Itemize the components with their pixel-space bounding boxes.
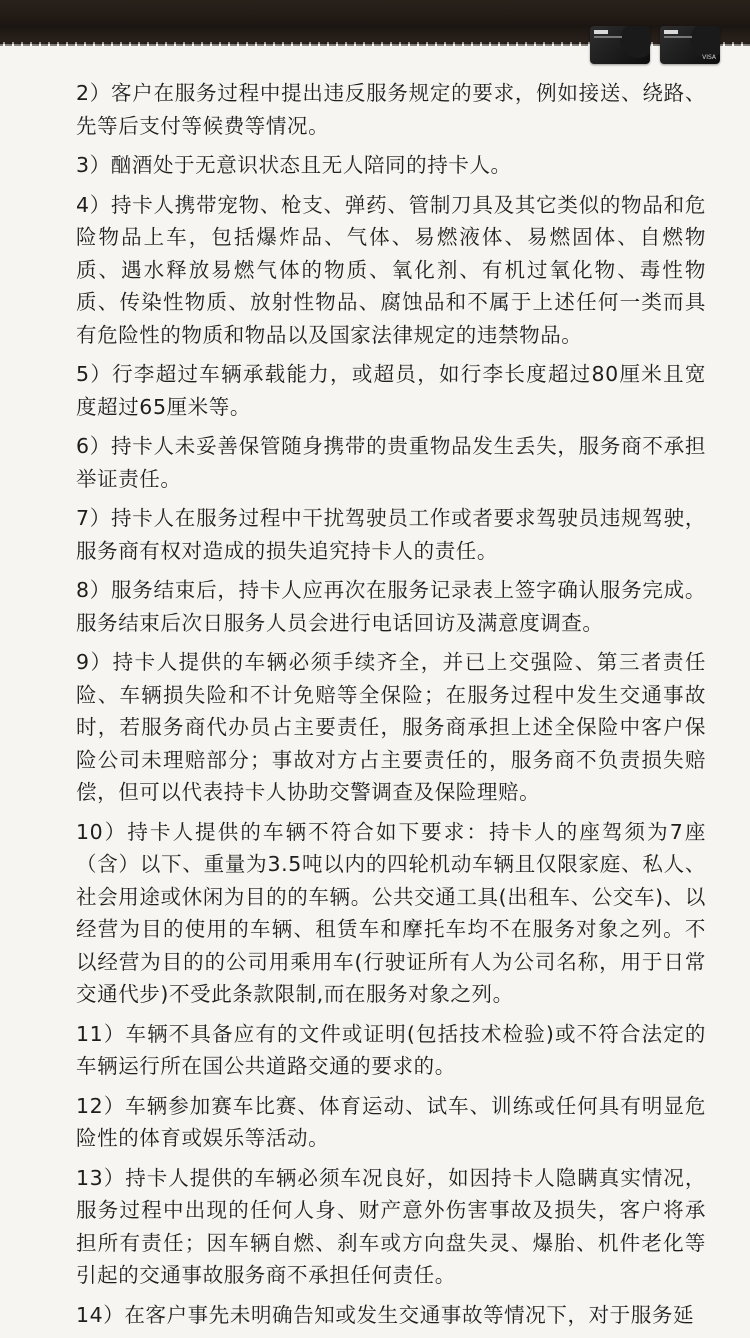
terms-item-12: 12）车辆参加赛车比赛、体育运动、试车、训练或任何具有明显危险性的体育或娱乐等活动。 [76, 1093, 706, 1150]
terms-item-13: 13）持卡人提供的车辆必须车况良好，如因持卡人隐瞒真实情况，服务过程中出现的任何人身、财产意外伤害事故及损失，客户将承担所有责任；因车辆自燃、刹车或方向盘失灵、爆胎、机件老化等引起的交通事故服务商不承担任何责任。 [76, 1165, 706, 1287]
terms-item-10: 10）持卡人提供的车辆不符合如下要求：持卡人的座驾须为7座（含）以下、重量为3.5吨以内的四轮机动车辆且仅限家庭、私人、社会用途或休闲为目的的车辆。公共交通工具(出租车、公交车)、以经营为目的使用的车辆、租赁车和摩托车均不在服务对象之列。不以经营为目的的公司用乘用车(行驶证所有人为公司名称，用于日常交通代步)不受此条款限制,而在服务对象之列。 [76, 819, 706, 1006]
terms-item-8: 8）服务结束后，持卡人应再次在服务记录表上签字确认服务完成。服务结束后次日服务人员会进行电话回访及满意度调查。 [76, 578, 706, 635]
terms-text [76, 77, 706, 1338]
terms-item-2: 2）客户在服务过程中提出违反服务规定的要求，例如接送、绕路、先等后支付等候费等情况。 [76, 81, 706, 138]
terms-item-11: 11）车辆不具备应有的文件或证明(包括技术检验)或不符合法定的车辆运行所在国公共道路交通的要求的。 [76, 1021, 706, 1078]
credit-card-image-2 [660, 26, 720, 64]
terms-item-6: 6）持卡人未妥善保管随身携带的贵重物品发生丢失，服务商不承担举证责任。 [76, 434, 706, 491]
terms-item-14: 14）在客户事先未明确告知或发生交通事故等情况下，对于服务延 [76, 1302, 695, 1327]
bank-logo-icon [664, 30, 678, 34]
terms-item-9: 9）持卡人提供的车辆必须手续齐全，并已上交强险、第三者责任险、车辆损失险和不计免赔等全保险；在服务过程中发生交通事故时，若服务商代办员占主要责任，服务商承担上述全保险中客户保险公司未理赔部分；事故对方占主要责任的，服务商不负责损失赔偿，但可以代表持卡人协助交警调查及保险理赔。 [76, 650, 706, 804]
terms-item-7: 7）持卡人在服务过程中干扰驾驶员工作或者要求驾驶员违规驾驶，服务商有权对造成的损失追究持卡人的责任。 [76, 506, 706, 563]
card-network-label: VISA [702, 54, 716, 61]
credit-card-image-1 [590, 26, 650, 64]
card-emblem-icon [620, 26, 650, 58]
bank-logo-icon [594, 30, 608, 34]
terms-item-5: 5）行李超过车辆承载能力，或超员，如行李长度超过80厘米且宽度超过65厘米等。 [76, 362, 706, 419]
card-stripe [594, 36, 622, 38]
terms-item-3: 3）酗酒处于无意识状态且无人陪同的持卡人。 [76, 153, 512, 177]
terms-item-4: 4）持卡人携带宠物、枪支、弹药、管制刀具及其它类似的物品和危险物品上车，包括爆炸品、气体、易燃液体、易燃固体、自燃物质、遇水释放易燃气体的物质、氧化剂、有机过氧化物、毒性物质、传染性物质、放射性物品、腐蚀品和不属于上述任何一类而具有危险性的物质和物品以及国家法律规定的违禁物品。 [76, 192, 706, 347]
card-stripe [664, 36, 692, 38]
